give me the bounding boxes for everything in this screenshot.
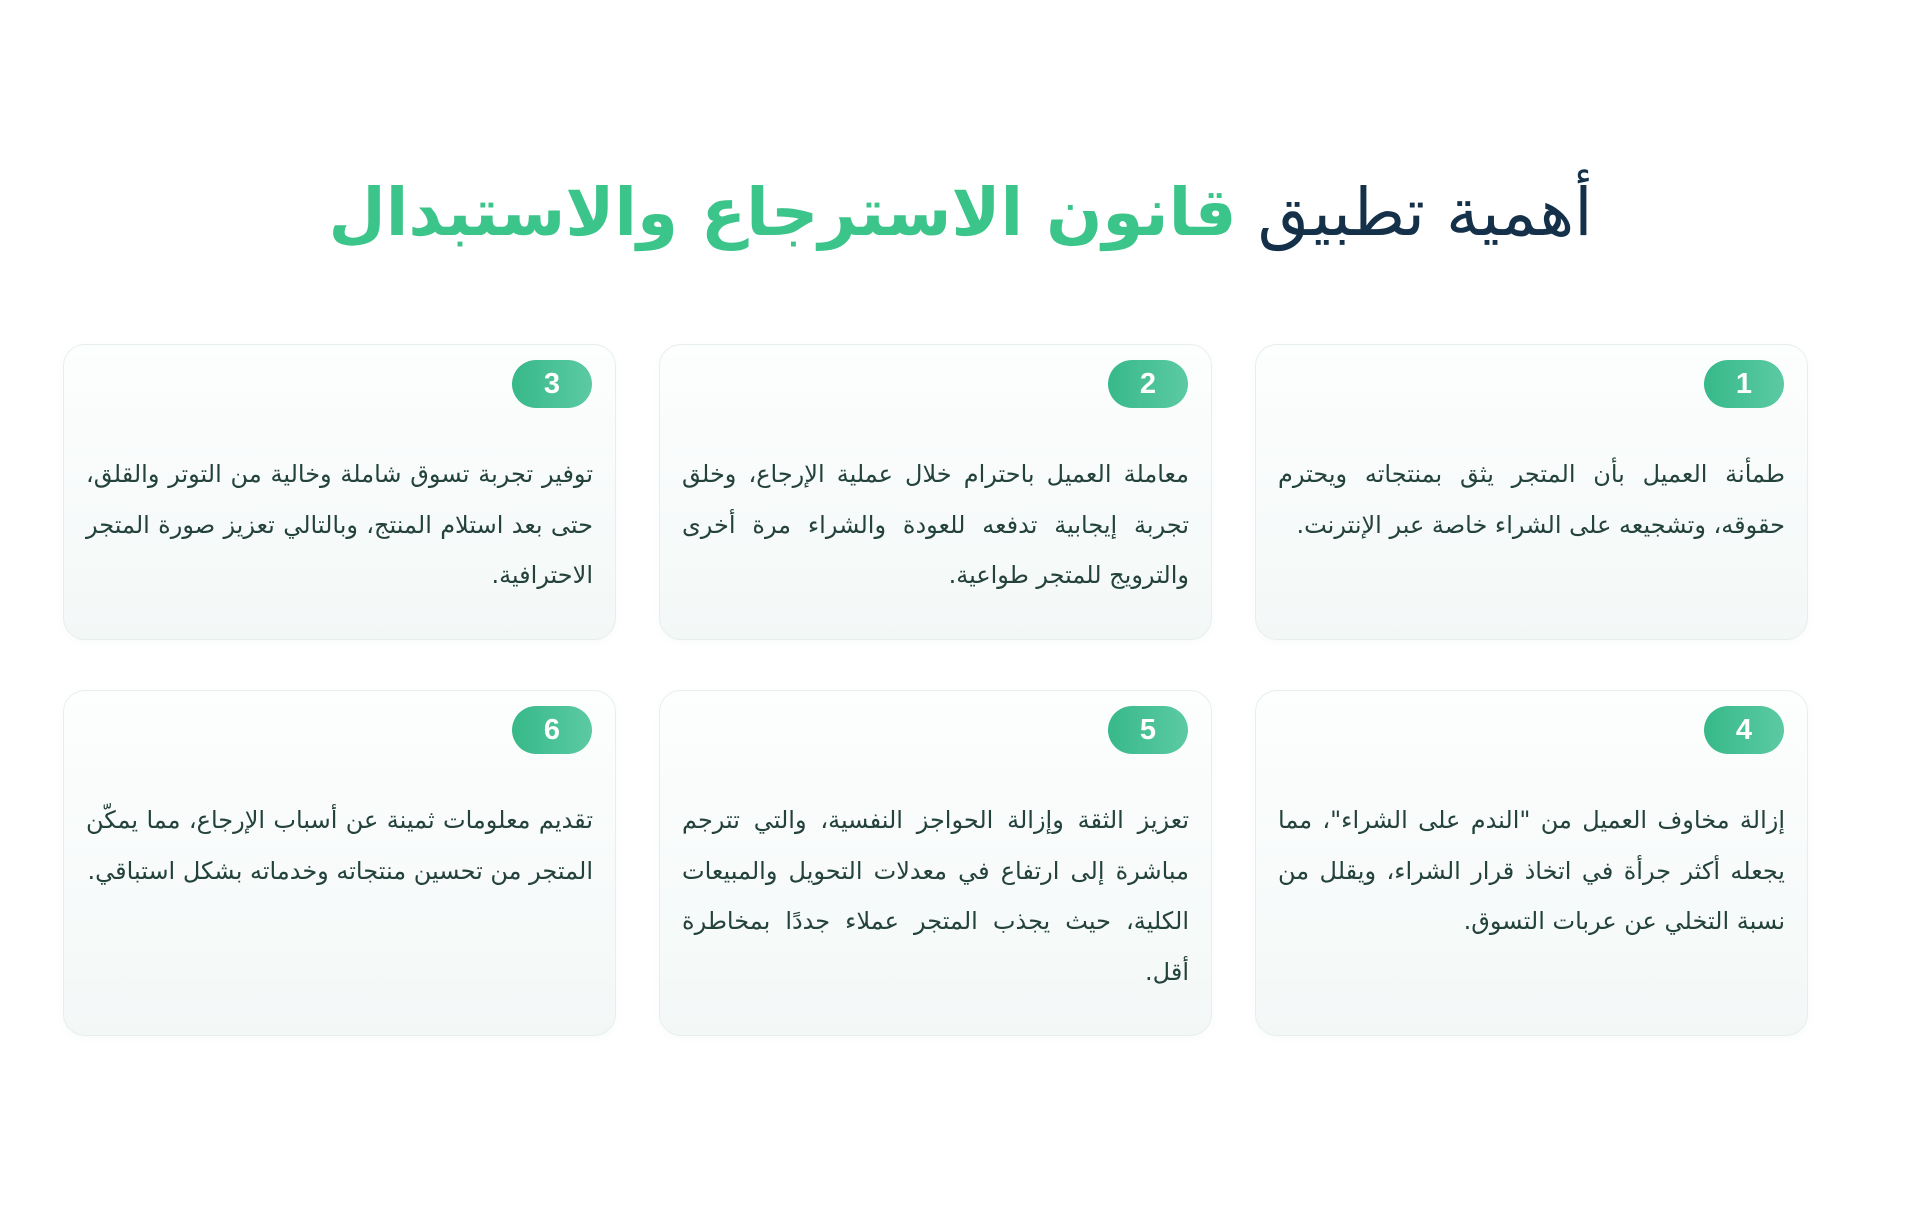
card-number-badge: 3 bbox=[512, 360, 592, 408]
card-text: معاملة العميل باحترام خلال عملية الإرجاع، وخلق تجربة إيجابية تدفعه للعودة والشراء مرة أخرى والترويج للمتجر طواعية. bbox=[682, 460, 1189, 589]
card-text: طمأنة العميل بأن المتجر يثق بمنتجاته ويحترم حقوقه، وتشجيعه على الشراء خاصة عبر الإنترنت. bbox=[1278, 460, 1785, 539]
cards-grid bbox=[86, 344, 1808, 1036]
title-part-accent: قانون الاسترجاع والاستبدال bbox=[328, 174, 1237, 251]
card-number-badge: 4 bbox=[1704, 706, 1784, 754]
card-number-badge: 1 bbox=[1704, 360, 1784, 408]
card-3 bbox=[63, 344, 616, 640]
card-6 bbox=[63, 690, 616, 1036]
card-2 bbox=[659, 344, 1212, 640]
card-text: تقديم معلومات ثمينة عن أسباب الإرجاع، مما يمكّن المتجر من تحسين منتجاته وخدماته بشكل استباقي. bbox=[86, 806, 593, 885]
card-number-badge: 6 bbox=[512, 706, 592, 754]
title-part-dark: أهمية تطبيق bbox=[1257, 174, 1593, 251]
page-title bbox=[0, 168, 1921, 258]
card-4 bbox=[1255, 690, 1808, 1036]
card-text: تعزيز الثقة وإزالة الحواجز النفسية، والتي تترجم مباشرة إلى ارتفاع في معدلات التحويل والمبيعات الكلية، حيث يجذب المتجر عملاء جددًا بمخاطرة أقل. bbox=[682, 806, 1189, 986]
card-5 bbox=[659, 690, 1212, 1036]
card-text: إزالة مخاوف العميل من "الندم على الشراء"، مما يجعله أكثر جرأة في اتخاذ قرار الشراء، ويقلل من نسبة التخلي عن عربات التسوق. bbox=[1278, 806, 1785, 935]
card-1 bbox=[1255, 344, 1808, 640]
card-number-badge: 2 bbox=[1108, 360, 1188, 408]
card-number-badge: 5 bbox=[1108, 706, 1188, 754]
card-text: توفير تجربة تسوق شاملة وخالية من التوتر والقلق، حتى بعد استلام المنتج، وبالتالي تعزيز صورة المتجر الاحترافية. bbox=[86, 460, 593, 589]
